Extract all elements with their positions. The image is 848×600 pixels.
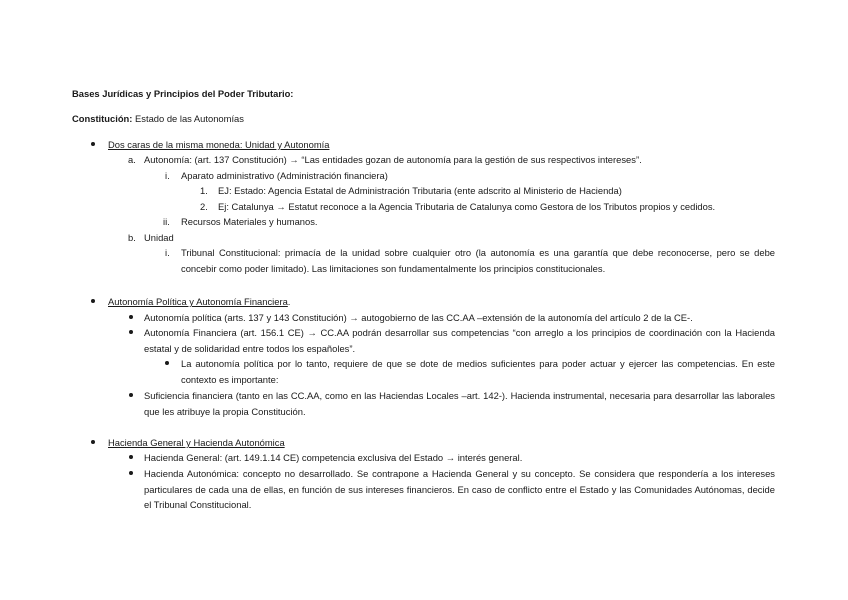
list-marker: ii. — [163, 216, 170, 227]
list-item-aparato: Aparato administrativo (Administración financiera) — [181, 170, 388, 181]
list-marker: i. — [165, 170, 170, 181]
section3-heading: Hacienda General y Hacienda Autonómica — [108, 437, 285, 448]
list-item-autonomia: Autonomía: (art. 137 Constitución) → “Las entidades gozan de autonomía para la gestión de sus respectivos intereses”. — [144, 154, 642, 165]
list-item-ej-estado: EJ: Estado: Agencia Estatal de Administración Tributaria (ente adscrito al Ministerio de Hacienda) — [218, 185, 622, 196]
bullet-icon — [129, 471, 133, 475]
list-marker: b. — [128, 232, 136, 243]
constitucion-text: Estado de las Autonomías — [135, 113, 244, 124]
bullet-icon — [129, 315, 133, 319]
list-item-autonomia-politica: Autonomía política (arts. 137 y 143 Constitución) → autogobierno de las CC.AA –extensión de la autonomía del artículo 2 de la CE-. — [144, 312, 693, 323]
list-item-hacienda-autonomica: Hacienda Autonómica: concepto no desarrollado. Se contrapone a Hacienda General y su concepto. Se considera que respondería a los intereses particulares de cada una de ellas, en función de sus intereses financieros. En caso de conflicto entre el Estado y las Comunidades Autónomas, decide el Tribunal Constitucional. — [144, 468, 775, 510]
list-item-unidad: Unidad — [144, 232, 174, 243]
list-marker: i. — [165, 247, 170, 258]
section2-heading-line — [108, 294, 290, 310]
constitucion-line — [72, 111, 244, 127]
constitucion-label: Constitución: — [72, 113, 133, 124]
list-item-hacienda-general: Hacienda General: (art. 149.1.14 CE) competencia exclusiva del Estado → interés general. — [144, 452, 523, 463]
section1-heading: Dos caras de la misma moneda: Unidad y Autonomía — [108, 139, 330, 150]
bullet-icon — [165, 361, 169, 365]
list-item-tribunal: Tribunal Constitucional: primacía de la unidad sobre cualquier otro (la autonomía es una garantía que debe reconocerse, pero se debe concebir como poder limitado). Las limitaciones son fundamentalmente los principios constitucionales. — [181, 247, 775, 274]
list-marker: 1. — [200, 185, 208, 196]
list-marker: 2. — [200, 201, 208, 212]
section2-heading: Autonomía Política y Autonomía Financiera — [108, 296, 288, 307]
document-title: Bases Jurídicas y Principios del Poder Tributario: — [72, 88, 294, 99]
list-item-ej-catalunya: Ej: Catalunya → Estatut reconoce a la Agencia Tributaria de Catalunya como Gestora de los Tributos propios y cedidos. — [218, 201, 716, 212]
list-item-autonomia-medios: La autonomía política por lo tanto, requiere de que se dote de medios suficientes para poder actuar y ejercer las competencias. En este contexto es importante: — [181, 358, 775, 385]
section2-heading-suffix: . — [287, 296, 291, 307]
bullet-icon — [91, 299, 95, 303]
list-item-recursos: Recursos Materiales y humanos. — [181, 216, 318, 227]
bullet-icon — [129, 393, 133, 397]
bullet-icon — [129, 455, 133, 459]
list-item-autonomia-financiera: Autonomía Financiera (art. 156.1 CE) → CC.AA podrán desarrollar sus competencias “con arreglo a los principios de coordinación con la Hacienda estatal y de solidaridad entre todos los españoles”. — [144, 327, 775, 354]
bullet-icon — [91, 440, 95, 444]
list-item-suficiencia: Suficiencia financiera (tanto en las CC.AA, como en las Haciendas Locales –art. 142-). Hacienda instrumental, necesaria para desarrollar las laborales que les atribuye la propia Constitución. — [144, 390, 775, 417]
bullet-icon — [129, 330, 133, 334]
bullet-icon — [91, 142, 95, 146]
list-marker: a. — [128, 154, 136, 165]
